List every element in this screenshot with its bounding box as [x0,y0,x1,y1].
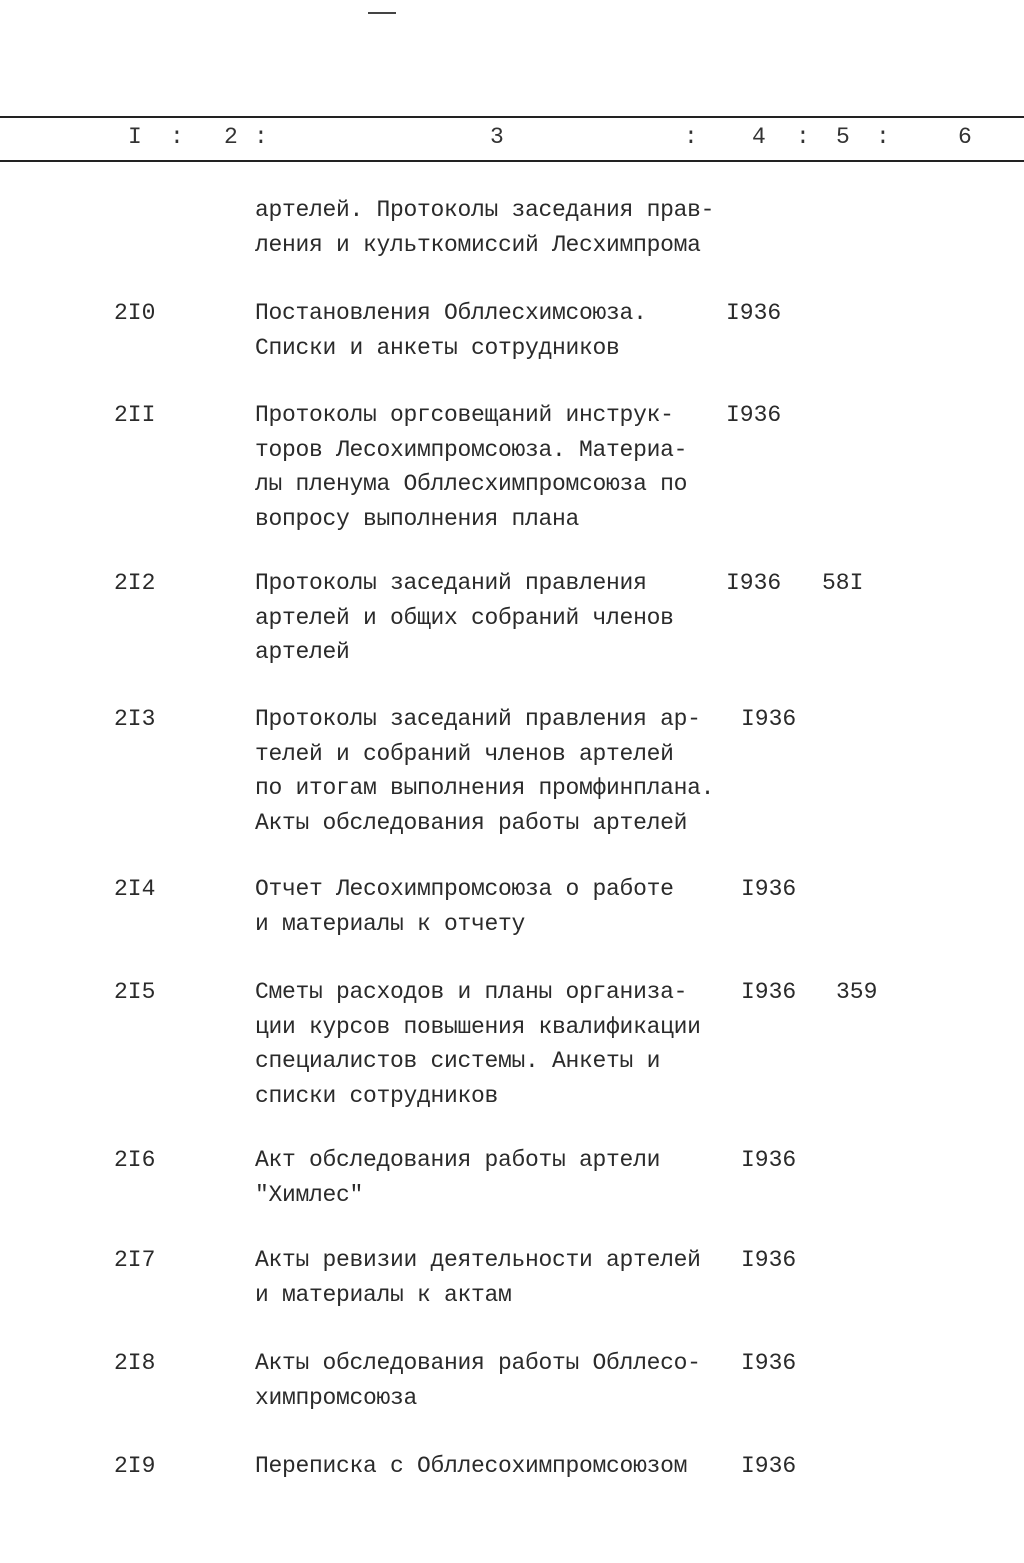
text-line: торов Лесохимпромсоюза. Материа- [255,436,688,463]
entry-text [255,1243,701,1312]
text-line: по итогам выполнения промфинплана. [255,775,715,801]
entry-text [255,975,701,1113]
entry-year: I936 [741,979,797,1005]
col-sep: : [876,124,890,150]
text-line: и материалы к отчету [255,910,526,937]
item-number: 2I3 [114,706,156,732]
text-line: Акт обследования работы артели [255,1147,661,1173]
col-sep: : [684,124,698,150]
col-sep: : [796,124,810,150]
item-number: 2I9 [114,1453,156,1479]
header-bottom-rule [0,160,1024,162]
text-line: Отчет Лесохимпромсоюза о работе [255,876,674,902]
item-number: 2I7 [114,1247,156,1273]
entry-year: I936 [726,570,782,596]
entry-text [255,398,687,536]
entry-year: I936 [741,1147,797,1173]
text-line: "Химлес" [255,1181,364,1208]
text-line: Списки и анкеты сотрудников [255,334,620,361]
entry-text [255,1346,701,1415]
item-number: 2I6 [114,1147,156,1173]
sheet-count: 58I [822,570,864,596]
entry-text [255,296,647,365]
text-line: Протоколы заседаний правления [255,570,647,596]
text-line: Акты обследования работы Обллесо- [255,1350,701,1376]
text-line: Сметы расходов и планы организа- [255,979,688,1005]
text-line: списки сотрудников [255,1082,499,1109]
entry-text [255,566,674,670]
text-line: Переписка с Обллесохимпромсоюзом [255,1453,688,1479]
text-line: вопросу выполнения плана [255,505,580,532]
col-header-5: 5 [836,124,850,150]
text-line: специалистов системы. Анкеты и [255,1048,661,1074]
entry-text [255,1143,660,1212]
text-line: телей и собраний членов артелей [255,740,674,767]
item-number: 2I5 [114,979,156,1005]
entry-year: I936 [726,300,782,326]
item-number: 2I2 [114,570,156,596]
text-line: Протоколы оргсовещаний инструк- [255,402,674,428]
sheet-count: 359 [836,979,878,1005]
text-line: Акты ревизии деятельности артелей [255,1247,701,1273]
col-header-2: 2 [224,124,238,150]
text-line: Протоколы заседаний правления ар- [255,706,701,732]
text-line: лы пленума Обллесхимпромсоюза по [255,471,688,497]
entry-year: I936 [741,1247,797,1273]
col-sep: : [254,124,268,150]
entry-text [255,702,714,840]
text-line: и материалы к актам [255,1281,512,1308]
text-line: химпромсоюза [255,1384,418,1411]
col-header-4: 4 [752,124,766,150]
text-line: ления и культкомиссий Лесхимпрома [255,231,701,258]
top-mark [368,12,396,14]
text-line: ции курсов повышения квалификации [255,1013,701,1040]
item-number: 2I0 [114,300,156,326]
item-number: 2I4 [114,876,156,902]
text-line: артелей [255,639,350,665]
text-line: артелей. Протоколы заседания прав- [255,197,715,223]
item-number: 2II [114,402,156,428]
entry-text [255,193,714,262]
header-top-rule [0,116,1024,118]
entry-text [255,872,674,941]
col-sep: : [170,124,184,150]
text-line: артелей и общих собраний членов [255,604,674,631]
entry-year: I936 [741,1350,797,1376]
item-number: 2I8 [114,1350,156,1376]
col-header-3: 3 [490,124,504,150]
entry-text [255,1449,687,1484]
col-header-6: 6 [958,124,972,150]
text-line: Постановления Обллесхимсоюза. [255,300,647,326]
entry-year: I936 [726,402,782,428]
entry-year: I936 [741,1453,797,1479]
entry-year: I936 [741,876,797,902]
col-header-1: I [128,124,142,150]
text-line: Акты обследования работы артелей [255,809,688,836]
entry-year: I936 [741,706,797,732]
